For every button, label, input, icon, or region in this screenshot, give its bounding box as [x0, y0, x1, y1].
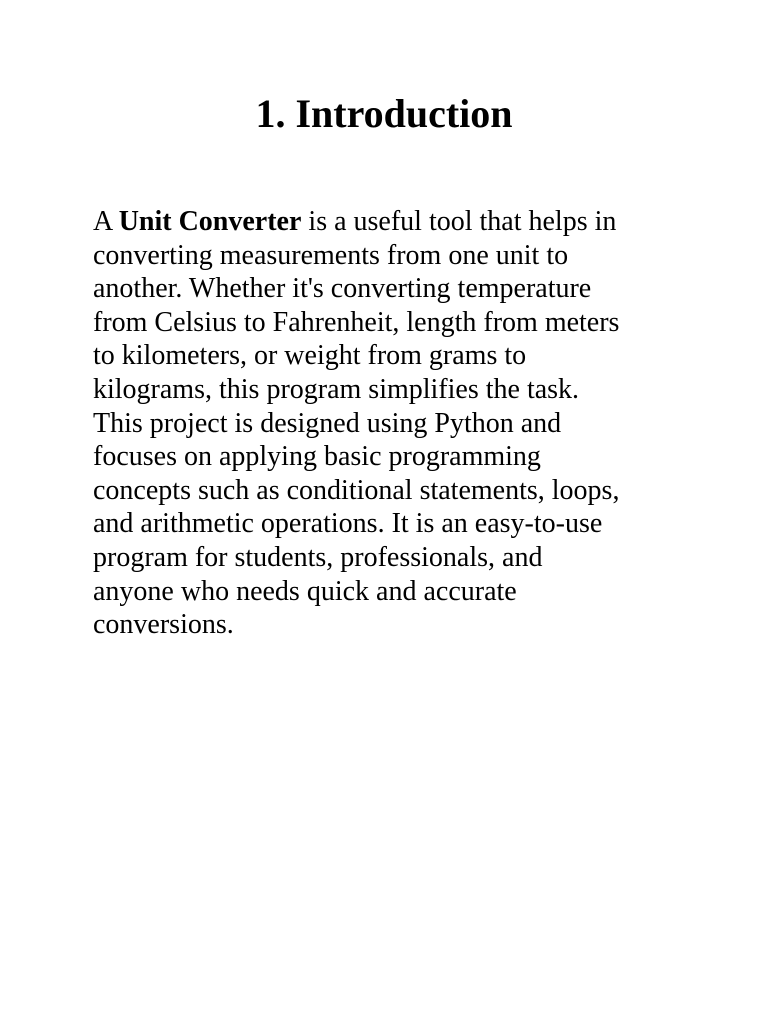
- introduction-paragraph: [93, 205, 693, 642]
- paragraph-lead: A: [93, 206, 119, 237]
- paragraph-body: is a useful tool that helps in converting measurements from one unit to another. Whether it's converting temperature from Celsius to Fahrenheit, length from meters to kilometers, or weight from grams to kilograms, this program simplifies the task. This project is designed using Python and focuses on applying basic programming concepts such as conditional statements, loops, and arithmetic operations. It is an easy-to-use program for students, professionals, and anyone who needs quick and accurate conversions.: [93, 206, 620, 641]
- section-heading: 1. Introduction: [255, 91, 513, 136]
- bold-term: Unit Converter: [118, 206, 302, 237]
